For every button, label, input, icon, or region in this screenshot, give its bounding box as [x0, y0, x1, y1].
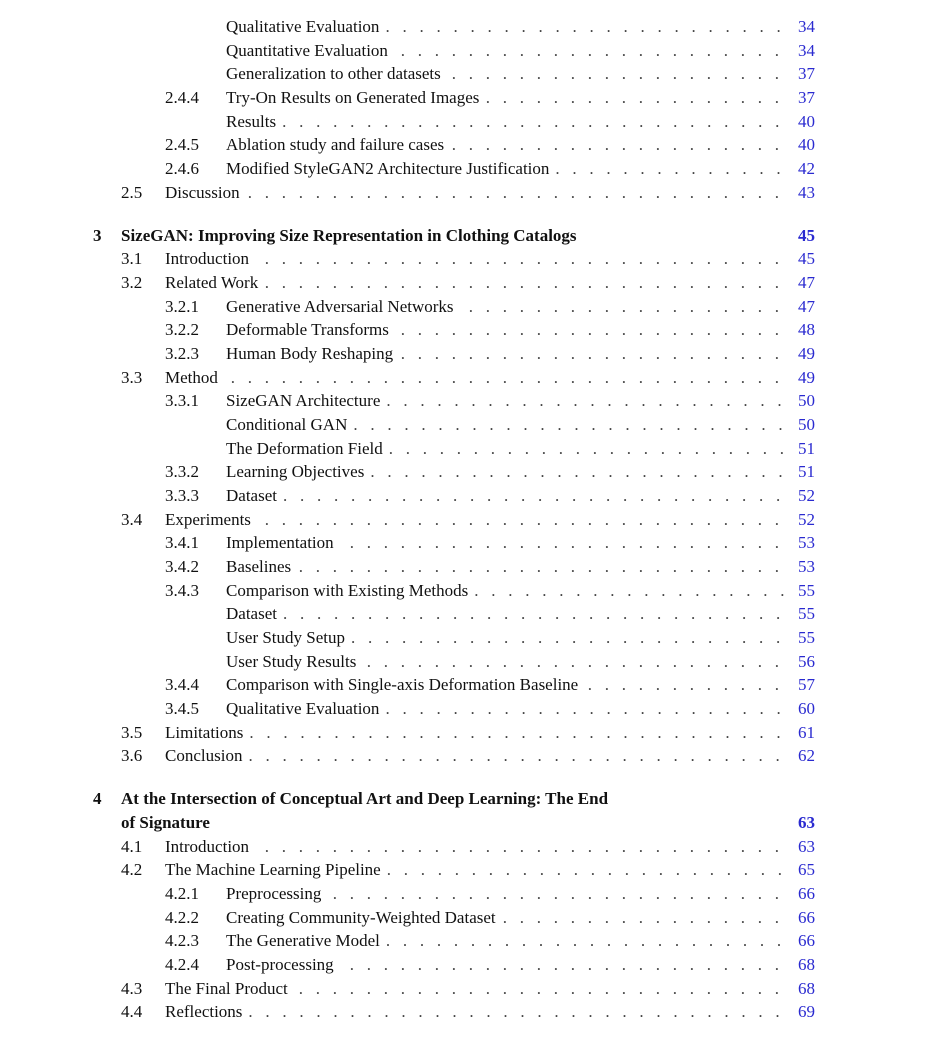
entry-title[interactable]: Post-processing: [226, 954, 334, 974]
dot-leader: . . . . . . . . . . . . . . . . . . . . . . . . .: [366, 651, 779, 671]
page-number-link[interactable]: 45: [798, 249, 815, 269]
toc-entry[interactable]: [0, 650, 815, 674]
toc-entry[interactable]: [0, 744, 815, 768]
toc-entry[interactable]: [0, 157, 815, 181]
page-number-link[interactable]: 42: [798, 158, 815, 178]
page-number-link[interactable]: 68: [798, 978, 815, 998]
entry-title[interactable]: Experiments: [165, 509, 251, 529]
dot-leader: . . . . . . . . . . . . . . . . . . . . . . . . . . . . . . .: [264, 836, 779, 856]
toc-entry[interactable]: [0, 366, 815, 390]
toc-entry[interactable]: [0, 39, 815, 63]
entry-title[interactable]: Comparison with Single-axis Deformation Baseline: [226, 675, 579, 695]
dot-leader: . . . . . . . . . . . . . . . . . . . . . . . . . . . . . . . .: [247, 182, 779, 202]
page-number-link[interactable]: 47: [798, 273, 815, 293]
entry-title[interactable]: Generalization to other datasets: [226, 64, 441, 84]
entry-number: 3.4.3: [165, 580, 199, 600]
dot-leader: . . . . . . . . . . . . . . . . . . . . . . . . . . .: [332, 883, 779, 903]
page-number-link[interactable]: 40: [798, 135, 815, 155]
entry-title[interactable]: User Study Results: [226, 651, 357, 671]
page-number-link[interactable]: 66: [798, 931, 815, 951]
dot-leader: . . . . . . . . . . . . . . . . . . . . . . . .: [388, 438, 784, 458]
page-number-link[interactable]: 37: [798, 64, 815, 84]
entry-number: 4.2: [121, 860, 143, 880]
page-number-link[interactable]: 68: [798, 954, 815, 974]
entry-number: 4.1: [121, 836, 143, 856]
entry-title[interactable]: Deformable Transforms: [226, 320, 389, 340]
page-number-link[interactable]: 53: [798, 556, 815, 576]
page-number-link[interactable]: 52: [798, 485, 815, 505]
entry-title[interactable]: Reflections: [165, 1002, 243, 1022]
entry-number: 2.4.5: [165, 135, 199, 155]
page-number-link[interactable]: 51: [798, 438, 815, 458]
dot-leader: . . . . . . . . . . . . . .: [555, 158, 781, 178]
entry-number: 3.3.2: [165, 462, 199, 482]
dot-leader: . . . . . . . . . . . . . . . . . . . . . . . .: [386, 860, 782, 880]
toc-entry[interactable]: [0, 929, 815, 953]
page-number-link[interactable]: 55: [798, 580, 815, 600]
entry-title[interactable]: Discussion: [165, 182, 240, 202]
toc-entry[interactable]: [0, 579, 815, 603]
toc-entry[interactable]: [0, 835, 815, 859]
dot-leader: . . . . . . . . . . . . . . . . . . . . . . . . . . . . . .: [282, 485, 781, 505]
toc-chapter-entry[interactable]: [0, 811, 815, 835]
page-number-link[interactable]: 66: [798, 907, 815, 927]
toc-entry[interactable]: [0, 906, 815, 930]
page-number-link[interactable]: 43: [798, 182, 815, 202]
toc-entry[interactable]: [0, 721, 815, 745]
toc-entry[interactable]: [0, 110, 815, 134]
toc-entry[interactable]: [0, 247, 815, 271]
entry-number: 3.6: [121, 746, 143, 766]
page-number-link[interactable]: 50: [798, 415, 815, 434]
entry-number: 3.1: [121, 249, 143, 269]
entry-number: 3.4: [121, 509, 143, 529]
page-number-link[interactable]: 62: [798, 746, 815, 766]
page-number-link[interactable]: 49: [798, 367, 815, 387]
toc-entry[interactable]: [0, 882, 815, 906]
toc-entry[interactable]: [0, 673, 815, 697]
entry-title[interactable]: Conditional GAN: [226, 415, 348, 434]
entry-title[interactable]: Comparison with Existing Methods: [226, 580, 469, 600]
page-number-link[interactable]: 51: [798, 462, 815, 482]
toc-entry[interactable]: [0, 484, 815, 508]
entry-title[interactable]: Dataset: [226, 604, 277, 624]
entry-number: 3.4.4: [165, 675, 199, 695]
page-number-link[interactable]: 63: [798, 813, 815, 832]
page-number-link[interactable]: 49: [798, 344, 815, 364]
entry-title[interactable]: The Machine Learning Pipeline: [165, 860, 381, 880]
dot-leader: . . . . . . . . . . . . . . . . . . . . . . . . . . . . .: [298, 978, 779, 998]
entry-number: 4.2.1: [165, 883, 199, 903]
entry-number: 3.4.1: [165, 533, 199, 553]
page-number-link[interactable]: 57: [798, 675, 815, 695]
entry-number: 4: [93, 789, 102, 809]
dot-leader: . . . . . . . . . . . . . . . . . . . . . . . . . . . . . . .: [264, 249, 779, 269]
entry-title[interactable]: Dataset: [226, 485, 277, 505]
dot-leader: . . . . . . . . . . . . . . . . . . . . . . .: [400, 320, 779, 340]
toc-entry[interactable]: [0, 858, 815, 882]
entry-number: 3.5: [121, 722, 143, 742]
dot-leader: . . . . . . . . . . . . . . . . . . . . . . . . . .: [353, 415, 783, 434]
entry-title[interactable]: The Generative Model: [226, 931, 380, 951]
toc-entry[interactable]: [0, 413, 815, 437]
entry-title[interactable]: Preprocessing: [226, 883, 322, 903]
dot-leader: . . . . . . . . . . . . . . . . . . . . . . . . . .: [349, 533, 779, 553]
dot-leader: . . . . . . . . . . . . . . . . . . . . . . . .: [385, 931, 782, 951]
entry-title[interactable]: Learning Objectives: [226, 462, 365, 482]
page-number-link[interactable]: 61: [798, 722, 815, 742]
dot-leader: . . . . . . . . . . . . . . . . . . . . . . .: [400, 40, 779, 60]
page-number-link[interactable]: 47: [798, 296, 815, 316]
page-number-link[interactable]: 50: [798, 391, 815, 411]
entry-number: 4.4: [121, 1002, 143, 1022]
dot-leader: . . . . . . . . . . . . . . . . . . . . . . . . . . . . . . . . .: [230, 367, 779, 387]
entry-number: 3.2.2: [165, 320, 199, 340]
toc-entry[interactable]: [0, 342, 815, 366]
entry-number: 2.5: [121, 182, 143, 202]
entry-number: 4.2.4: [165, 954, 199, 974]
toc-entry[interactable]: [0, 133, 815, 157]
entry-title[interactable]: Implementation: [226, 533, 334, 553]
toc-entry[interactable]: [0, 271, 815, 295]
dot-leader: . . . . . . . . . . . . . . . . . . . . . . . .: [385, 17, 781, 36]
entry-number: 3.2.3: [165, 344, 199, 364]
entry-number: 3.4.5: [165, 698, 199, 718]
entry-title[interactable]: Baselines: [226, 556, 292, 576]
dot-leader: . . . . . . . . . . . . . . . . . . . .: [451, 64, 779, 84]
dot-leader: . . . . . . . . . . . . . . . . . . . . . . . . .: [370, 462, 783, 482]
dot-leader: . . . . . . . . . . . . . . . . . . . . . . . . . . . . . .: [282, 604, 781, 624]
toc-entry[interactable]: [0, 15, 815, 39]
toc-entry[interactable]: [0, 602, 815, 626]
entry-title[interactable]: Ablation study and failure cases: [226, 135, 445, 155]
entry-title[interactable]: Method: [165, 367, 218, 387]
page-number-link[interactable]: 52: [798, 509, 815, 529]
page-number-link[interactable]: 63: [798, 836, 815, 856]
page-number-link[interactable]: 53: [798, 533, 815, 553]
entry-title[interactable]: Creating Community-Weighted Dataset: [226, 907, 496, 927]
dot-leader: . . . . . . . . . . . . . . . . . . . . . . . . . .: [349, 954, 779, 974]
entry-number: 4.2.2: [165, 907, 199, 927]
entry-number: 3.2.1: [165, 296, 199, 316]
toc-entry[interactable]: [0, 555, 815, 579]
entry-title[interactable]: Conclusion: [165, 746, 243, 766]
toc-entry[interactable]: [0, 460, 815, 484]
entry-title[interactable]: Results: [226, 111, 277, 131]
dot-leader: . . . . . . . . . . . . . . . . . . . . . . . . . . . . . . . .: [249, 722, 781, 742]
entry-number: 3: [93, 225, 102, 245]
entry-title[interactable]: Quantitative Evaluation: [226, 40, 388, 60]
entry-title[interactable]: At the Intersection of Conceptual Art and Deep Learning: The End: [121, 789, 609, 809]
page-number-link[interactable]: 55: [798, 604, 815, 624]
dot-leader: . . . . . . . . . . . . . . . . . . .: [468, 296, 779, 316]
entry-title[interactable]: The Final Product: [165, 978, 288, 998]
toc-entry[interactable]: [0, 86, 815, 110]
page-number-link[interactable]: 66: [798, 883, 815, 903]
page-number-link[interactable]: 34: [798, 17, 815, 36]
toc-entry[interactable]: [0, 1000, 815, 1024]
toc-entry[interactable]: [0, 977, 815, 1001]
entry-number: 3.3.1: [165, 391, 199, 411]
entry-title[interactable]: Qualitative Evaluation: [226, 17, 380, 36]
dot-leader: . . . . . . . . . . . . . . . . . . . . . . . . . . . . .: [298, 556, 779, 576]
entry-number: 3.3.3: [165, 485, 199, 505]
dot-leader: . . . . . . . . . . . . . . . . . .: [485, 87, 779, 107]
entry-title[interactable]: Generative Adversarial Networks: [226, 296, 454, 316]
entry-title[interactable]: SizeGAN: Improving Size Representation in Clothing Catalogs: [121, 225, 577, 245]
toc-entry[interactable]: [0, 389, 815, 413]
toc-chapter-entry[interactable]: [0, 787, 815, 811]
dot-leader: . . . . . . . . . . . . . . . . . . . . . . .: [400, 344, 779, 364]
toc-entry[interactable]: [0, 626, 815, 650]
dot-leader: . . . . . . . . . . . . . . . . . . . . . . . . . . . . . . . .: [248, 746, 780, 766]
page-number-link[interactable]: 69: [798, 1002, 815, 1022]
toc-entry[interactable]: [0, 318, 815, 342]
toc-entry[interactable]: [0, 62, 815, 86]
toc-entry[interactable]: [0, 531, 815, 555]
toc-entry[interactable]: [0, 437, 815, 461]
entry-title[interactable]: of Signature: [121, 813, 210, 832]
entry-number: 2.4.4: [165, 87, 199, 107]
toc-entry[interactable]: [0, 181, 815, 205]
dot-leader: . . . . . . . . . . . . . . . . . . . . . . . .: [386, 391, 782, 411]
dot-leader: . . . . . . . . . . . . . . . . . . . . . . . . . . . . . . .: [264, 273, 779, 293]
dot-leader: . . . . . . . . . . . . . . . . . . . .: [451, 135, 779, 155]
entry-title[interactable]: Introduction: [165, 836, 250, 856]
toc-entry[interactable]: [0, 508, 815, 532]
page-number-link[interactable]: 60: [798, 698, 815, 718]
dot-leader: . . . . . . . . . . . .: [587, 675, 779, 695]
page-number-link[interactable]: 34: [798, 40, 815, 60]
toc-entry[interactable]: [0, 953, 815, 977]
page-number-link[interactable]: 37: [798, 87, 815, 107]
page-number-link[interactable]: 56: [798, 651, 815, 671]
entry-number: 4.3: [121, 978, 143, 998]
page-number-link[interactable]: 65: [798, 860, 815, 880]
page-number-link[interactable]: 48: [798, 320, 815, 340]
entry-number: 3.2: [121, 273, 143, 293]
dot-leader: . . . . . . . . . . . . . . . . . . . . . . . . . . . . . .: [282, 111, 780, 131]
toc-entry[interactable]: [0, 295, 815, 319]
entry-title[interactable]: Introduction: [165, 249, 250, 269]
entry-title[interactable]: Qualitative Evaluation: [226, 698, 380, 718]
entry-title[interactable]: Try-On Results on Generated Images: [226, 87, 480, 107]
dot-leader: . . . . . . . . . . . . . . . . . . . . . . . .: [385, 698, 781, 718]
dot-leader: . . . . . . . . . . . . . . . . .: [502, 907, 779, 927]
dot-leader: . . . . . . . . . . . . . . . . . . . . . . . . . .: [351, 627, 781, 647]
dot-leader: . . . . . . . . . . . . . . . . . . .: [474, 580, 785, 600]
page-number-link[interactable]: 45: [798, 225, 815, 245]
page-number-link[interactable]: 40: [798, 111, 815, 131]
toc-entry[interactable]: [0, 697, 815, 721]
dot-leader: . . . . . . . . . . . . . . . . . . . . . . . . . . . . . . . .: [248, 1002, 780, 1022]
entry-title[interactable]: Human Body Reshaping: [226, 344, 394, 364]
toc-chapter-entry[interactable]: [0, 224, 815, 248]
entry-title[interactable]: User Study Setup: [226, 627, 345, 647]
entry-title[interactable]: Related Work: [165, 273, 259, 293]
entry-number: 2.4.6: [165, 158, 199, 178]
page-number-link[interactable]: 55: [798, 627, 815, 647]
entry-number: 3.3: [121, 367, 143, 387]
entry-number: 4.2.3: [165, 931, 199, 951]
dot-leader: . . . . . . . . . . . . . . . . . . . . . . . . . . . . . . .: [264, 509, 779, 529]
entry-title[interactable]: The Deformation Field: [226, 438, 383, 458]
entry-title[interactable]: Modified StyleGAN2 Architecture Justification: [226, 158, 550, 178]
entry-number: 3.4.2: [165, 556, 199, 576]
entry-title[interactable]: SizeGAN Architecture: [226, 391, 381, 411]
entry-title[interactable]: Limitations: [165, 722, 244, 742]
